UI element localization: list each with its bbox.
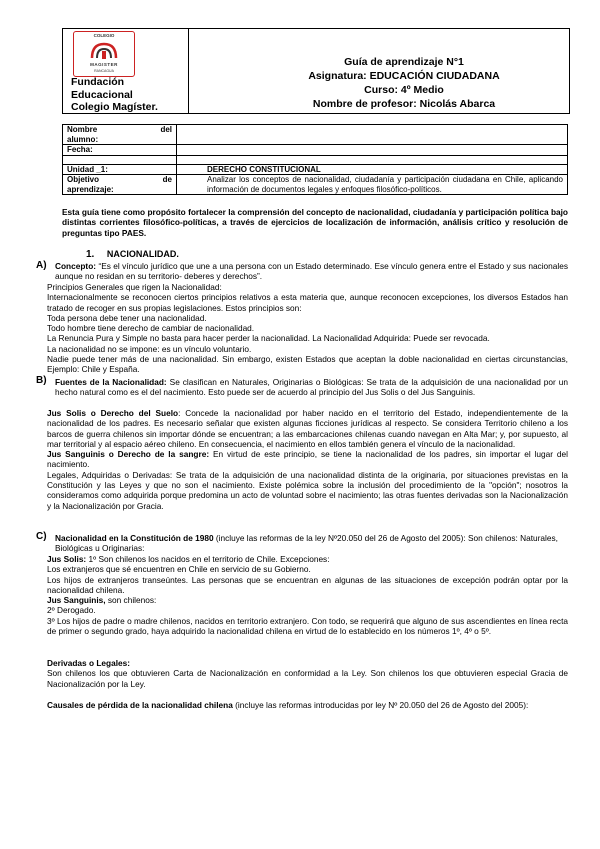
school-logo — [73, 31, 135, 77]
jus-sanguinis-label: Jus Sanguinis o Derecho de la sangre: — [47, 449, 210, 460]
logo-top-text: COLEGIO — [93, 33, 115, 38]
subject-line: Asignatura: EDUCACIÓN CIUDADANA — [308, 70, 500, 82]
constitution-text: (incluye las reformas de la ley Nº20.050 del 26 de Agosto del 2005): Son chilenos: Naturales, Biológicas u Originarias: — [55, 533, 558, 554]
course-line: Curso: 4º Medio — [364, 84, 444, 96]
name-field[interactable] — [177, 125, 568, 145]
concept-text: “Es el vínculo jurídico que une a una persona con un Estado determinado. Ese vínculo genera entre el Estado y sus nacionales aunque no residan en su territorio- deberes y derechos”. — [55, 261, 569, 282]
c-jus-solis-text: 1º Son chilenos los nacidos en el territorio de Chile. Excepciones: — [86, 554, 330, 564]
marker-b: B) — [36, 375, 47, 386]
principle-1: Toda persona debe tener una nacionalidad. — [47, 312, 207, 323]
section-1-number: 1. — [86, 249, 95, 260]
objective-label-cell — [63, 175, 177, 195]
section-1-heading — [86, 249, 179, 260]
constitution-block — [47, 554, 568, 636]
principle-5: Nadie puede tener más de una nacionalidad. Sin embargo, existen Estados que aceptan la doble nacionalidad en ciertas circunstancias, Ejemplo: Chile y España. — [47, 354, 568, 375]
org-line-2: Educacional — [71, 88, 133, 101]
date-field[interactable] — [177, 145, 568, 156]
header-box — [62, 28, 570, 114]
table-row — [63, 164, 568, 175]
student-info-table — [62, 124, 568, 195]
principles-text: Internacionalmente se reconocen ciertos principios relativos a esta materia que, aunque reconocen excepciones, los diversos Estados han tratado de recoger en sus propias legislaciones. Estos principios son: — [47, 292, 568, 313]
derivadas-block — [47, 658, 568, 689]
teacher-line: Nombre de profesor: Nicolás Abarca — [312, 98, 496, 110]
objective-value: Analizar los conceptos de nacionalidad, ciudadanía y participación ciudadana en Chile, aplicando información de documentos legales y enfoques filosófico-políticos. — [177, 175, 568, 195]
name-label-b: del — [160, 125, 172, 134]
logo-city-text: RANCAGUA — [94, 69, 114, 73]
concept-label: Concepto: — [55, 261, 97, 271]
fuentes-label: Fuentes de la Nacionalidad: — [55, 377, 167, 387]
c-jus-sanguinis — [47, 595, 568, 605]
third-point: 3º Los hijos de padre o madre chilenos, nacidos en territorio extranjero. Con todo, se requerirá que alguno de sus ascendientes en línea recta de primer o segundo grado, haya adquirido la nacionalidad chilena en virtud de lo establecido en los números 1º, 4º o 5º. — [47, 615, 568, 637]
jus-solis-label: Jus Solis o Derecho del Suelo — [47, 408, 179, 418]
jus-sanguinis-text: En virtud de este principio, se tiene la nacionalidad de los padres, sin importar el lugar del nacimiento. — [47, 449, 568, 470]
guide-title: Guía de aprendizaje N°1 — [344, 56, 464, 68]
jus-solis-text: : Concede la nacionalidad por haber nacido en el territorio del Estado, independientemente de la nacionalidad de los padres. Es necesario señalar que existen algunas ficciones jurídicas al respecto. Se considera Territorio chileno a los barcos de guerra chilenos sin importar dónde se encuentran; a las embarcaciones chilenas cuando navegan en Alta Mar; y, por supuesto, al mar territorial y al espacio aéreo chileno. En consecuencia, el nacimiento en ellos también genera el vínculo de la nacionalidad. — [47, 408, 568, 449]
causales-text: (incluye las reformas introducidas por ley Nº 20.050 del 26 de Agosto del 2005): — [232, 700, 529, 710]
date-label: Fecha: — [63, 145, 177, 156]
table-row — [63, 175, 568, 195]
objective-label-b: de — [162, 175, 172, 184]
guide-header — [189, 55, 569, 111]
org-line-1: Fundación — [71, 76, 125, 88]
fuentes-paragraph — [55, 377, 568, 398]
logo-emblem-icon — [88, 40, 120, 62]
causales-paragraph — [47, 700, 568, 710]
c-jus-sanguinis-label: Jus Sanguinis, — [47, 595, 106, 606]
intro-paragraph: Esta guía tiene como propósito fortalecer la comprensión del concepto de nacionalidad, ciudadanía y participación política bajo distintas corrientes filosófico-políticas, a través de ejercicios de localización de información, análisis crítico y resolución de preguntas tipo PAES. — [62, 207, 568, 238]
constitution-label: Nacionalidad en la Constitución de 1980 — [55, 533, 214, 543]
marker-a: A) — [36, 260, 47, 271]
name-label-a: Nombre — [67, 125, 98, 134]
org-line-3: Colegio Magíster. — [71, 101, 158, 113]
principles-title: Principios Generales que rigen la Nacionalidad: — [47, 282, 222, 292]
unit-value: DERECHO CONSTITUCIONAL — [177, 164, 568, 175]
causales-label: Causales de pérdida de la nacionalidad chilena — [47, 700, 233, 710]
logo-name-text: MAGISTER — [90, 62, 118, 67]
c-jus-sanguinis-text: son chilenos: — [105, 595, 157, 606]
table-row — [63, 145, 568, 156]
fuentes-text: Se clasifican en Naturales, Originarias o Biológicas: Se trata de la adquisición de una nacionalidad por un hecho natural como es el del nacimiento. Esto puede ser de acuerdo al principio del Jus Solis o del Jus Sanguinis. — [55, 377, 568, 398]
legales-paragraph: Legales, Adquiridas o Derivadas: Se trata de la adquisición de una nacionalidad distinta de la originaria, por situaciones previstas en la Constitución y las Leyes y que no son el nacimiento. Existe polémica sobre la inclusión del procedimiento de la "opción"; nosotros la consideramos como adquirida porque predomina un acto de voluntad sobre el nacimiento; las otras fuentes derivadas son la Nacionalización y la Nacionalización por Gracia. — [47, 469, 568, 511]
c-jus-solis-label: Jus Solis: — [47, 554, 87, 564]
derogado-line: 2º Derogado. — [47, 605, 96, 616]
derivadas-title: Derivadas o Legales: — [47, 658, 131, 668]
principle-2: Todo hombre tiene derecho de cambiar de nacionalidad. — [47, 323, 255, 334]
name-label-cell — [63, 125, 177, 145]
principles-block — [47, 282, 568, 375]
constitution-heading — [55, 533, 568, 554]
jus-sanguinis-paragraph — [47, 449, 568, 470]
concept-paragraph — [55, 261, 568, 282]
sources-block — [47, 408, 568, 511]
exception-1: Los extranjeros que sé encuentren en Chile en servicio de su Gobierno. — [47, 564, 311, 575]
section-1-title: NACIONALIDAD. — [106, 249, 179, 259]
principle-4: La nacionalidad no se impone: es un vínculo voluntario. — [47, 343, 252, 354]
objective-label-a: Objetivo — [67, 175, 100, 184]
objective-label-c: aprendizaje: — [67, 184, 114, 194]
c-jus-solis — [47, 554, 568, 564]
jus-solis-paragraph — [47, 408, 568, 449]
principle-3: La Renuncia Pura y Simple no basta para hacer perder la nacionalidad. La Nacionalidad Adquirida: Puede ser revocada. — [47, 333, 490, 344]
organization-name — [71, 76, 158, 114]
derivadas-text: Son chilenos los que obtuvieren Carta de Nacionalización en conformidad a la Ley. Son chilenos los que obtuvieren especial Gracia de Nacionalización por la Ley. — [47, 668, 568, 689]
exception-2: Los hijos de extranjeros transeúntes. Las personas que se encuentran en algunas de las situaciones de excepción podrán optar por la nacionalidad chilena. — [47, 574, 568, 595]
name-label-c: alumno: — [67, 134, 99, 144]
table-row — [63, 125, 568, 145]
marker-c: C) — [36, 531, 47, 542]
unit-label: Unidad _1: — [63, 164, 177, 175]
table-row — [63, 155, 568, 164]
